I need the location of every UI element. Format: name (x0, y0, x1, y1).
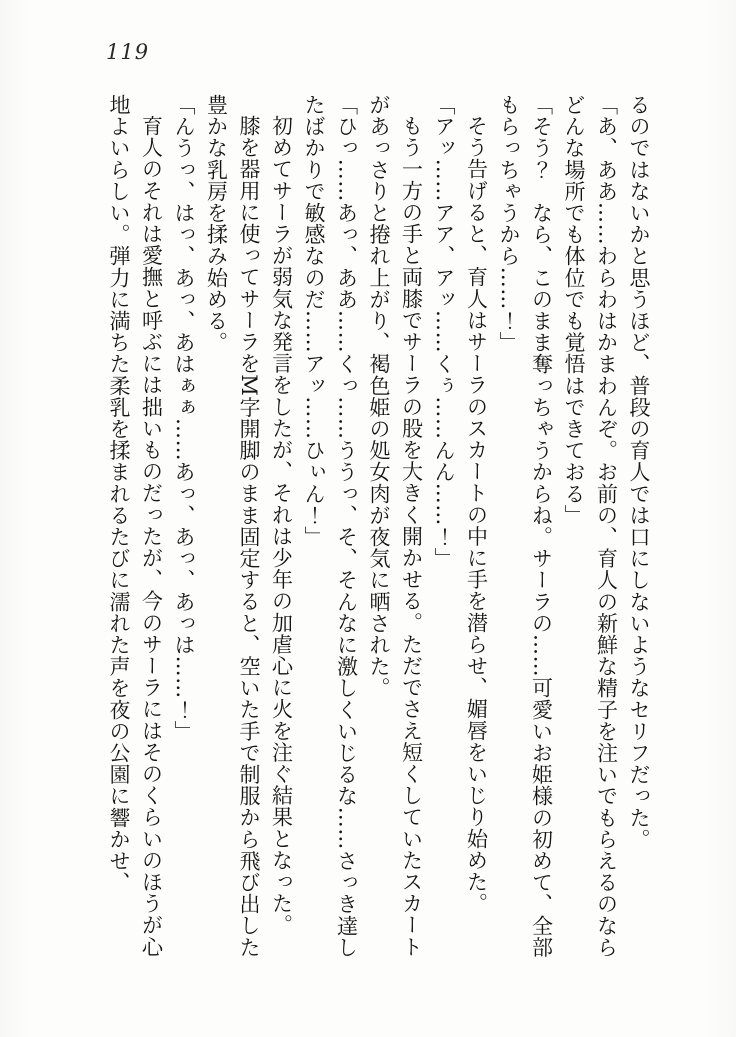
paragraph: るのではないかと思うほど、普段の育人では口にしないようなセリフだった。 (627, 94, 651, 850)
paragraph: 「そう？ なら、このまま奪っちゃうからね。サーラの……可愛いお姫様の初めて、全部もらっちゃうから……！」 (497, 94, 554, 958)
page-number: 119 (106, 40, 150, 64)
paragraph: 「アッ……アア、アッ……くぅ……んん……！」 (432, 94, 456, 570)
paragraph: 初めてサーラが弱気な発言をしたが、それは少年の加虐心に火を注ぐ結果となった。 (269, 115, 294, 936)
paragraph: 「んうっ、はっ、あっ、あはぁぁ……あっ、あっ、あっは……！」 (172, 94, 196, 742)
paragraph: もう一方の手と両膝でサーラの股を大きく開かせる。ただでさえ短くしていたスカートがあっさりと捲れ上がり、褐色姫の処女肉が夜気に晒された。 (367, 94, 424, 958)
paragraph: 「あ、ああ……わらわはかまわんぞ。お前の、育人の新鮮な精子を注いでもらえるのならどんな場所でも体位でも覚悟はできておる」 (562, 94, 619, 958)
paragraph: 育人のそれは愛撫と呼ぶには拙いものだったが、今のサーラにはそのくらいのほうが心地よいらしい。弾力に満ちた柔乳を揉まれるたびに濡れた声を夜の公園に響かせ、 (107, 94, 164, 958)
paragraph: そう告げると、育人はサーラのスカートの中に手を潜らせ、媚唇をいじり始めた。 (464, 115, 489, 915)
paragraph: 膝を器用に使ってサーラをM字開脚のまま固定すると、空いた手で制服から飛び出した豊かな乳房を揉み始める。 (204, 94, 261, 958)
paragraph: 「ひっ……あっ、ああ……くっ……ううっ、そ、そんなに激しくいじるな……さっき達したばかりで敏感なのだ……アッ……ひぃん！」 (302, 94, 359, 958)
vertical-text-block (103, 94, 656, 958)
